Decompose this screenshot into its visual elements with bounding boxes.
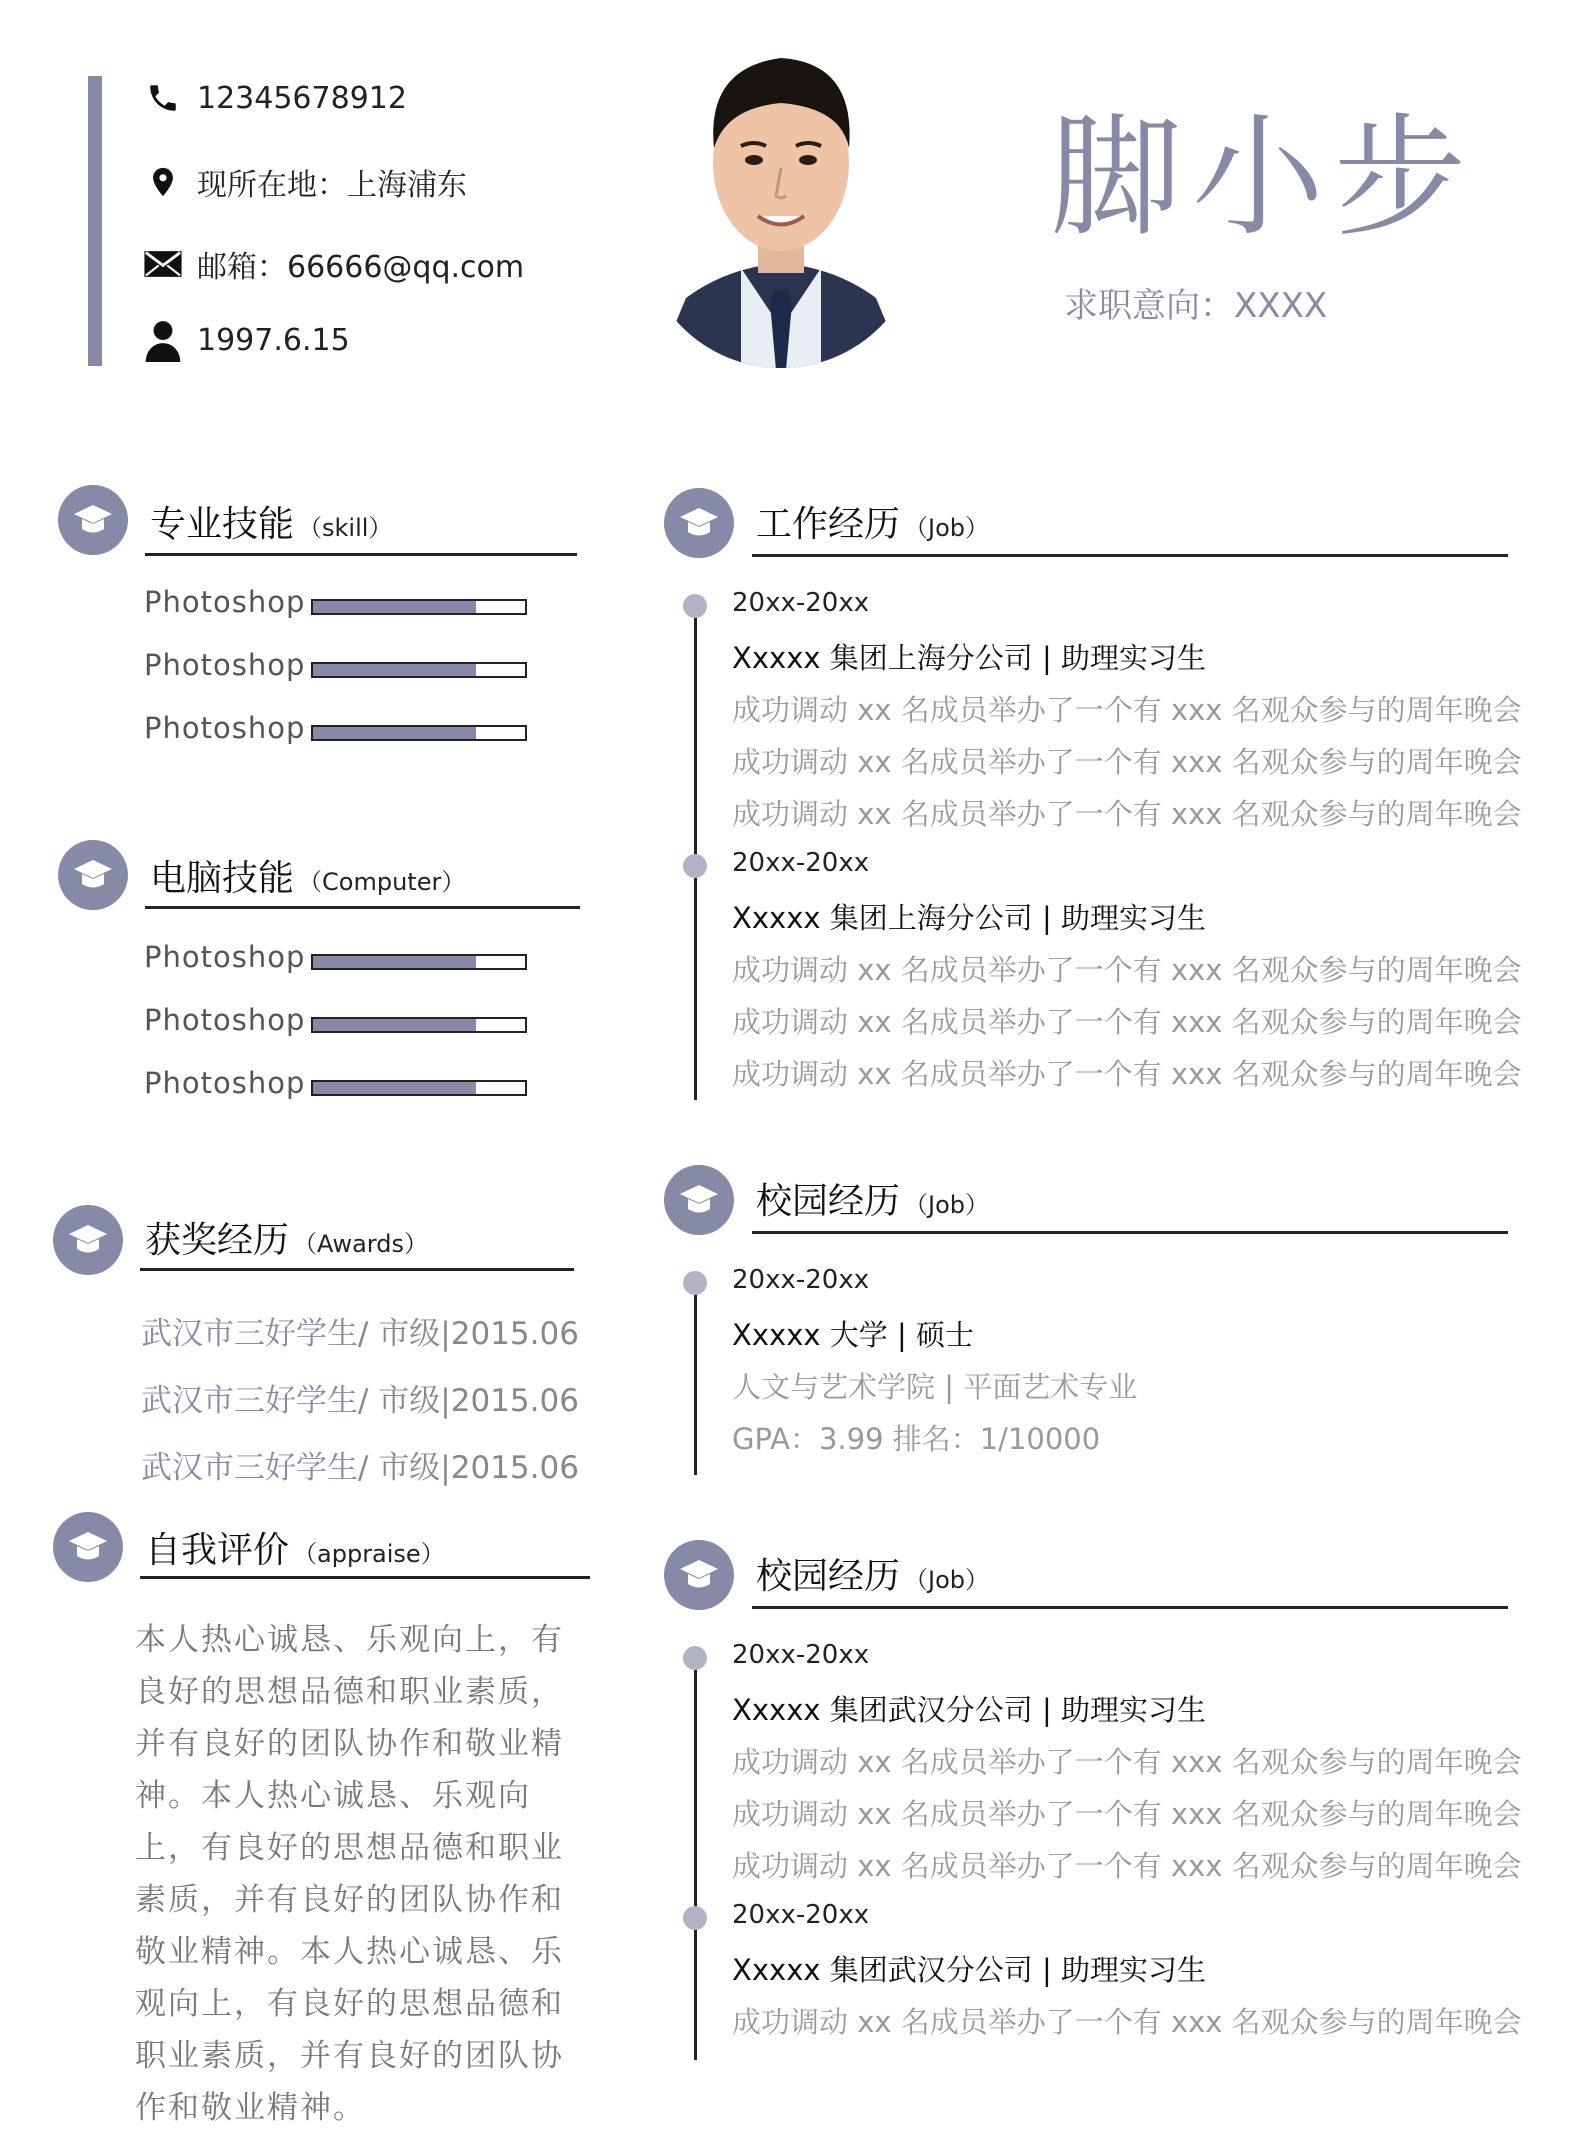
location-text: 现所在地：上海浦东 [197,168,467,203]
entry-description: 成功调动 xx 名成员举办了一个有 xxx 名观众参与的周年晚会 [732,1057,1522,1091]
campus1-subtitle: （Job） [904,1191,990,1219]
entry-date: 20xx-20xx [732,1265,870,1295]
entry-date: 20xx-20xx [732,1900,870,1930]
graduation-cap-icon [664,1165,734,1235]
graduation-cap-icon [664,1540,734,1610]
skill-label: Photoshop [144,1003,306,1037]
work-section-title [756,496,989,547]
entry-organization: Xxxxx 集团武汉分公司 | 助理实习生 [732,1693,1206,1727]
timeline-dot [683,1906,707,1930]
entry-description: 成功调动 xx 名成员举办了一个有 xxx 名观众参与的周年晚会 [732,693,1522,727]
skill-level-bar [311,662,527,678]
entry-organization: Xxxxx 大学 | 硕士 [732,1318,974,1352]
entry-description: 成功调动 xx 名成员举办了一个有 xxx 名观众参与的周年晚会 [732,1849,1522,1883]
skill-label: Photoshop [144,711,306,745]
graduation-cap-icon [53,1512,123,1582]
campus2-subtitle: （Job） [904,1566,990,1594]
work-divider [752,554,1508,557]
skill-level-bar [311,725,527,741]
work-title: 工作经历 [756,504,901,545]
contact-phone [143,78,407,118]
computer-section-title [150,850,465,901]
skills-subtitle: （skill） [298,514,393,542]
campus1-title: 校园经历 [756,1181,901,1222]
campus2-divider [752,1606,1508,1609]
graduation-cap-icon [664,488,734,558]
skill-level-fill [313,956,476,968]
timeline-dot [683,1271,707,1295]
timeline-line [694,1275,697,1475]
skill-level-bar [311,1017,527,1033]
skill-level-fill [313,601,476,613]
work-subtitle: （Job） [904,514,990,542]
campus2-title: 校园经历 [756,1556,901,1597]
skill-label: Photoshop [144,940,306,974]
skill-label: Photoshop [144,648,306,682]
timeline-line [694,595,697,1100]
entry-organization: Xxxxx 集团上海分公司 | 助理实习生 [732,901,1206,935]
skill-label: Photoshop [144,585,306,619]
award-detail: / 市级|2015.06 [358,1383,579,1419]
award-detail: / 市级|2015.06 [358,1450,579,1486]
appraise-section-title [145,1522,445,1573]
entry-description: 成功调动 xx 名成员举办了一个有 xxx 名观众参与的周年晚会 [732,2005,1522,2039]
award-item [141,1442,579,1487]
birthday-text: 1997.6.15 [197,322,350,358]
skill-level-bar [311,954,527,970]
skills-divider [145,553,577,556]
skill-level-fill [313,1082,476,1094]
appraise-text: 本人热心诚恳、乐观向上，有良好的思想品德和职业素质，并有良好的团队协作和敬业精神。本人热心诚恳、乐观向上，有良好的思想品德和职业素质，并有良好的团队协作和敬业精神。本人热心诚恳、乐观向上，有良好的思想品德和职业素质，并有良好的团队协作和敬业精神。 [135,1622,564,2126]
entry-organization: Xxxxx 集团上海分公司 | 助理实习生 [732,641,1206,675]
entry-description: 成功调动 xx 名成员举办了一个有 xxx 名观众参与的周年晚会 [732,797,1522,831]
skills-section-title [150,496,392,547]
timeline-dot [683,594,707,618]
skill-level-fill [313,727,476,739]
contact-email [143,242,524,286]
contact-location [143,160,467,204]
awards-subtitle: （Awards） [293,1230,428,1258]
accent-bar [88,76,102,366]
awards-divider [140,1268,574,1271]
entry-organization: Xxxxx 集团武汉分公司 | 助理实习生 [732,1953,1206,1987]
skill-label: Photoshop [144,1066,306,1100]
award-name: 武汉市三好学生 [141,1316,358,1352]
skills-title: 专业技能 [150,504,295,545]
entry-date: 20xx-20xx [732,588,870,618]
entry-description: GPA：3.99 排名：1/10000 [732,1422,1101,1456]
skill-level-fill [313,1019,476,1031]
award-item [141,1375,579,1420]
contact-birthday [143,320,350,360]
timeline-line [694,1650,697,2060]
profile-photo [646,28,916,370]
person-icon [143,320,183,360]
candidate-name: 脚小步 [1050,101,1476,255]
phone-icon [143,78,183,118]
timeline-dot [683,1646,707,1670]
entry-description: 成功调动 xx 名成员举办了一个有 xxx 名观众参与的周年晚会 [732,953,1522,987]
timeline-dot [683,854,707,878]
campus1-divider [752,1231,1508,1234]
campus1-section-title [756,1173,989,1224]
award-name: 武汉市三好学生 [141,1383,358,1419]
skill-level-fill [313,664,476,676]
graduation-cap-icon [58,485,128,555]
appraise-title: 自我评价 [145,1530,290,1571]
entry-description: 成功调动 xx 名成员举办了一个有 xxx 名观众参与的周年晚会 [732,1005,1522,1039]
entry-description: 成功调动 xx 名成员举办了一个有 xxx 名观众参与的周年晚会 [732,1745,1522,1779]
awards-section-title [145,1212,428,1263]
appraise-divider [140,1576,590,1579]
entry-date: 20xx-20xx [732,1640,870,1670]
campus2-section-title [756,1548,989,1599]
skill-level-bar [311,599,527,615]
award-detail: / 市级|2015.06 [358,1316,579,1352]
award-item [141,1308,579,1353]
award-name: 武汉市三好学生 [141,1450,358,1486]
entry-description: 人文与艺术学院 | 平面艺术专业 [732,1370,1138,1404]
job-intent: 求职意向：XXXX [1064,286,1328,326]
graduation-cap-icon [53,1205,123,1275]
entry-description: 成功调动 xx 名成员举办了一个有 xxx 名观众参与的周年晚会 [732,745,1522,779]
phone-text: 12345678912 [197,80,407,116]
computer-divider [145,906,580,909]
computer-title: 电脑技能 [150,858,295,899]
computer-subtitle: （Computer） [298,868,466,896]
location-pin-icon [143,162,183,202]
skill-level-bar [311,1080,527,1096]
mail-icon [143,244,183,284]
appraise-subtitle: （appraise） [293,1540,445,1568]
email-text: 邮箱：66666@qq.com [197,250,525,285]
entry-description: 成功调动 xx 名成员举办了一个有 xxx 名观众参与的周年晚会 [732,1797,1522,1831]
awards-title: 获奖经历 [145,1220,290,1261]
entry-date: 20xx-20xx [732,848,870,878]
graduation-cap-icon [58,840,128,910]
